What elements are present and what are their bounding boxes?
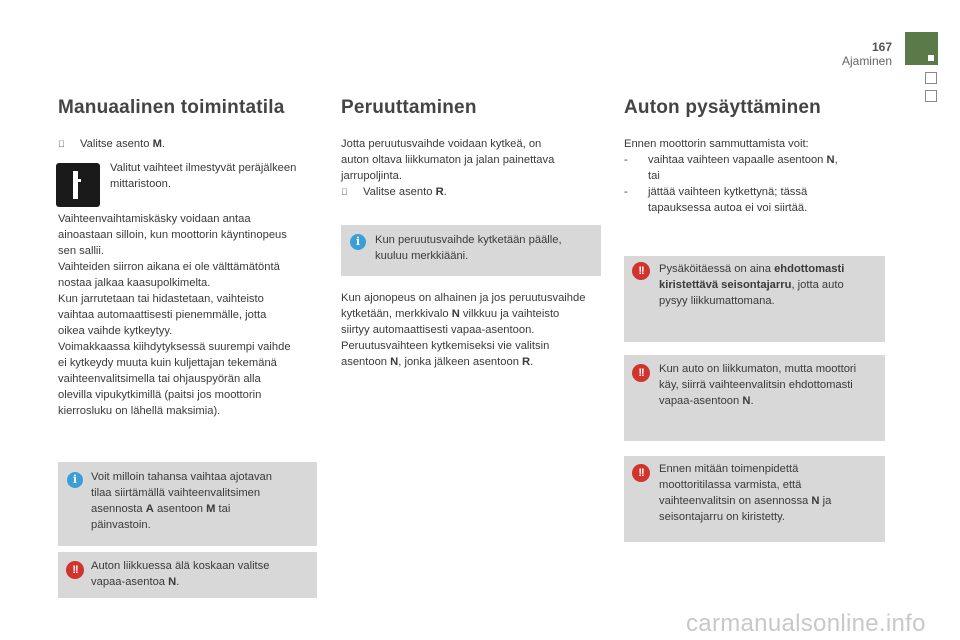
warning-box-neutral: !! Auton liikkuessa älä koskaan valitse vapaa-asentoa N. bbox=[58, 552, 317, 598]
section-title-manual-mode: Manuaalinen toimintatila bbox=[58, 97, 285, 118]
warning-icon: !! bbox=[632, 364, 650, 382]
info-box-reverse-beep: i Kun peruutusvaihde kytketään päälle, kuuluu merkkiääni. bbox=[341, 225, 601, 276]
section-title-stopping: Auton pysäyttäminen bbox=[624, 97, 821, 118]
watermark: carmanualsonline.info bbox=[686, 610, 926, 637]
chapter-tab-active[interactable] bbox=[905, 32, 938, 65]
warning-icon: !! bbox=[632, 464, 650, 482]
chapter-tab[interactable] bbox=[925, 72, 937, 84]
reverse-intro: Jotta peruutusvaihde voidaan kytkeä, on auton oltava liikkumaton ja jalan painettava jarrupoljinta. bbox=[341, 138, 555, 182]
warning-icon: !! bbox=[632, 262, 650, 280]
image-caption: Valitut vaihteet ilmestyvät peräjälkeen mittaristoon. bbox=[110, 162, 297, 190]
section-title-reverse: Peruuttaminen bbox=[341, 97, 477, 118]
page-number: 167 bbox=[871, 40, 892, 54]
warning-box-parking-brake: !! Pysäköitäessä on aina ehdottomasti kiristettävä seisontajarru, jotta auto pysyy liikkumattomana. bbox=[624, 256, 885, 342]
warning-box-engine-running: !! Kun auto on liikkumaton, mutta moottori käy, siirrä vaihteenvalitsin ehdottomasti vapaa-asentoon N. bbox=[624, 355, 885, 441]
warning-icon: !! bbox=[66, 561, 84, 579]
step-select-r: Valitse asento R. bbox=[341, 184, 447, 200]
chapter-tab[interactable] bbox=[925, 90, 937, 102]
section-name: Ajaminen bbox=[841, 54, 892, 68]
manual-mode-body: Vaihteenvaihtamiskäsky voidaan antaa ainoastaan silloin, kun moottorin käyntinopeus sen sallii. Vaihteiden siirron aikana ei ole välttämätöntä nostaa jalkaa kaasupolkimelta. Kun jarrutetaan tai hidastetaan, vaihteisto vaihtaa automaattisesti pienemmälle, jotta oikea vaihde kytkeytyy. Voimakkaassa kiihdytyksessä suurempi vaihde ei kytkeydy muuta kuin kuljettajan tekemänä vaihteenvalitsimella tai ohjauspyörän alla olevilla vipukytkimillä (paitsi jos moottorin kierrosluku on lähellä maksimia). bbox=[58, 213, 291, 417]
info-icon: i bbox=[67, 472, 83, 488]
reverse-body: Kun ajonopeus on alhainen ja jos peruutusvaihde kytketään, merkkivalo N vilkkuu ja vaihteisto siirtyy automaattisesti vapaa-asentoon. Peruutusvaihteen kytkemiseksi vie valitsin asentoon N, jonka jälkeen asentoon R. bbox=[341, 292, 586, 368]
step-bullet-icon bbox=[58, 136, 80, 152]
info-box-switch-mode: i Voit milloin tahansa vaihtaa ajotavan tilaa siirtämällä vaihteenvalitsimen asennosta A asentoon M tai päinvastoin. bbox=[58, 462, 317, 546]
stopping-intro: Ennen moottorin sammuttamista voit: bbox=[624, 138, 809, 150]
step-select-m: Valitse asento M. bbox=[58, 136, 165, 152]
step-bullet-icon bbox=[341, 184, 363, 200]
stopping-list: - vaihtaa vaihteen vapaalle asentoon N, tai - jättää vaihteen kytkettynä; tässä tapauksessa autoa ei voi siirtää. bbox=[624, 154, 838, 214]
warning-box-engine-compartment: !! Ennen mitään toimenpidettä moottoritilassa varmista, että vaihteenvalitsin on asennossa N ja seisontajarru on kiristetty. bbox=[624, 456, 885, 542]
gear-display-image bbox=[56, 163, 100, 207]
info-icon: i bbox=[350, 234, 366, 250]
